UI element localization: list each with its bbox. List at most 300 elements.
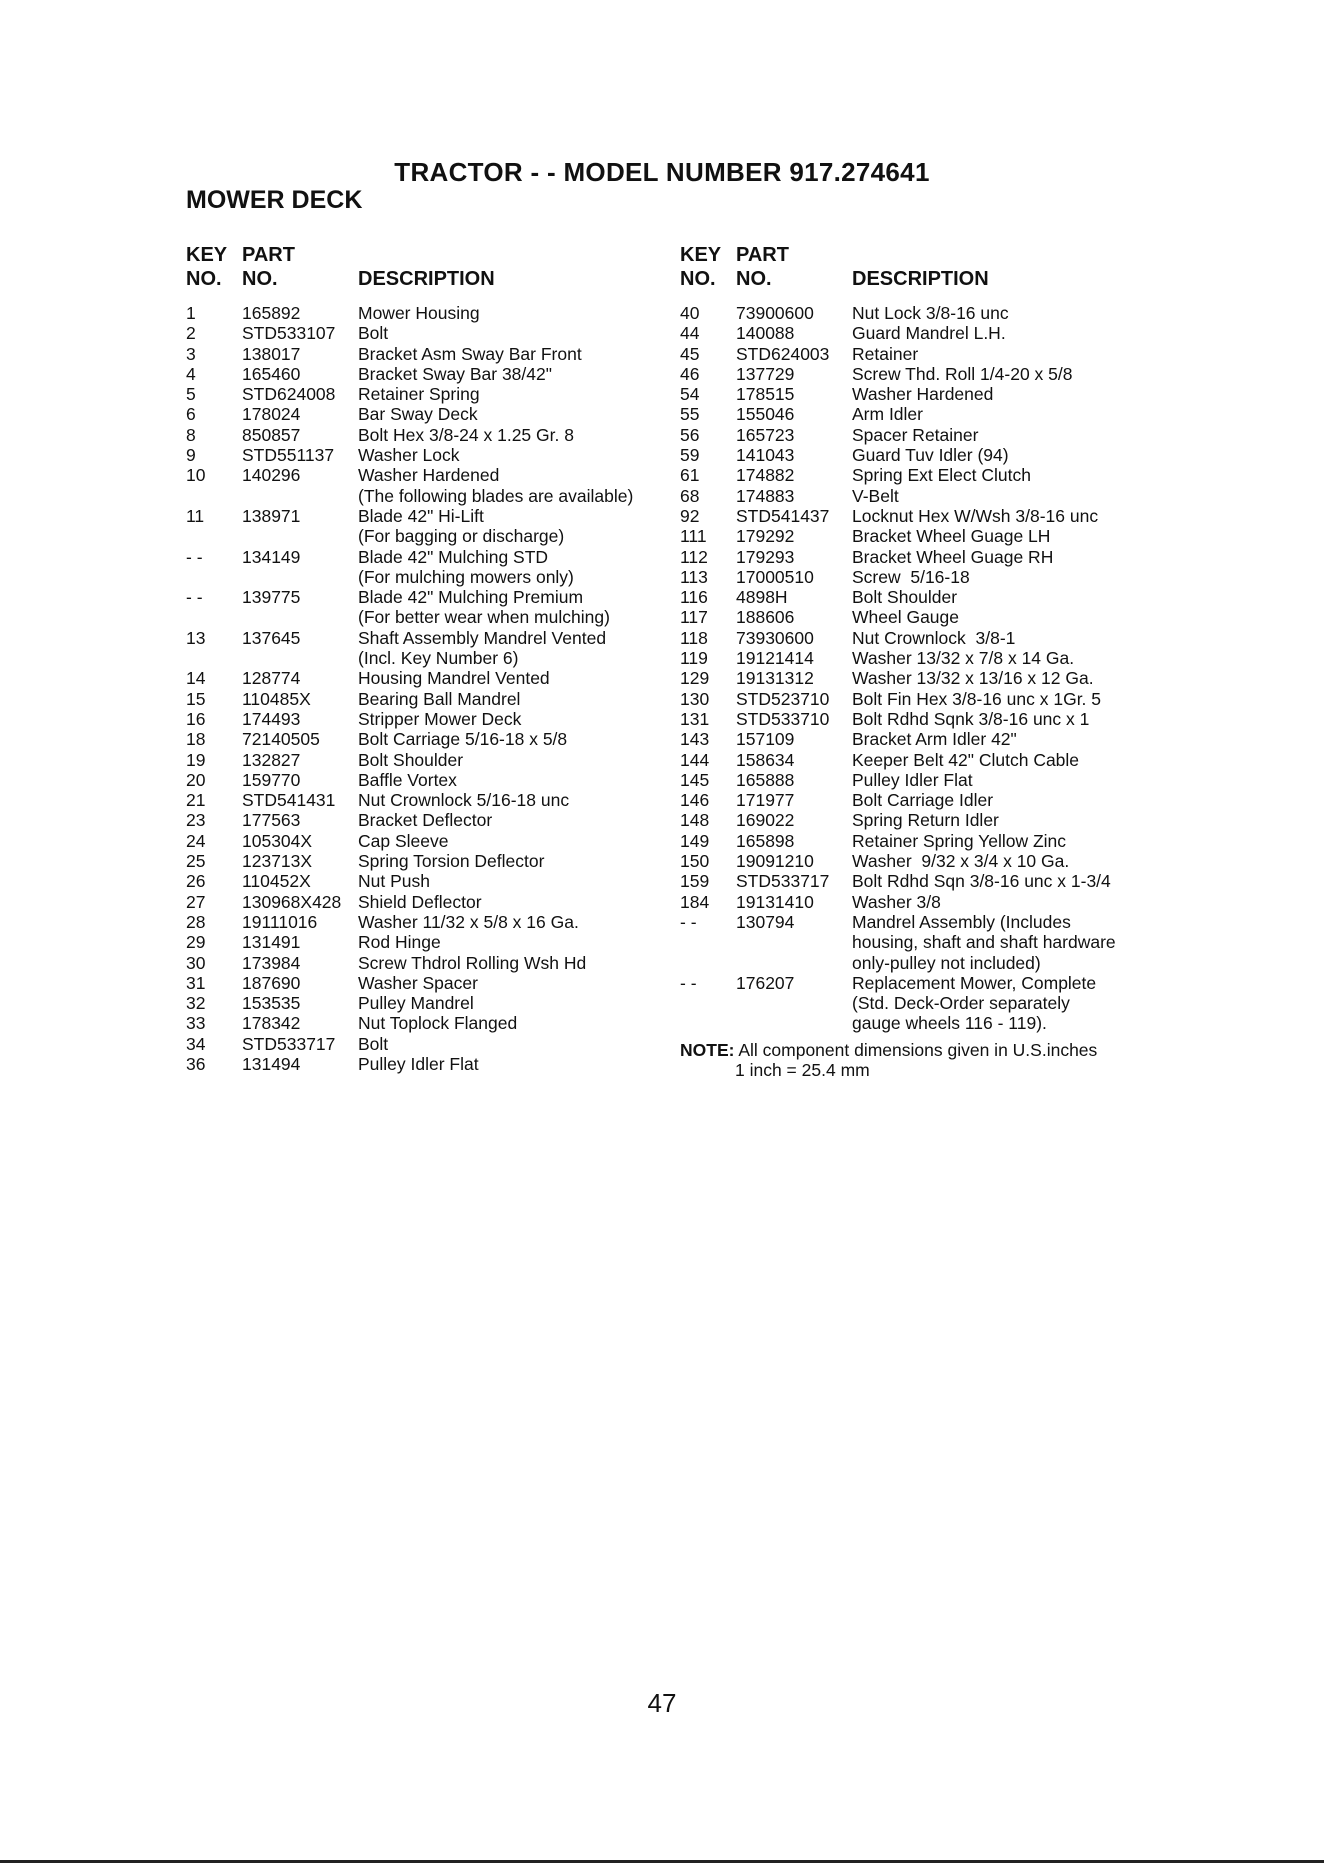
key-cell: 149 (680, 830, 710, 851)
part-no-cell: STD541431 (242, 790, 336, 811)
key-cell (680, 1013, 736, 1033)
part-no-cell: STD624008 (242, 384, 336, 405)
part-no-cell: 178342 (242, 1013, 301, 1034)
description-cell: Washer Lock (358, 445, 460, 466)
key-cell: 2 (186, 323, 196, 344)
key-cell: 56 (680, 424, 700, 445)
key-cell: 113 (680, 566, 708, 587)
page-number: 47 (647, 1688, 677, 1718)
part-no-cell: 165460 (242, 363, 301, 384)
key-cell: 129 (680, 668, 710, 689)
description-cell: Retainer (852, 343, 919, 364)
part-no-cell: STD533717 (736, 871, 830, 892)
key-cell: 144 (680, 749, 710, 770)
key-cell: - - (680, 911, 697, 932)
description-cell: Screw Thdrol Rolling Wsh Hd (358, 952, 587, 973)
table-row (186, 892, 666, 912)
description-cell: Stripper Mower Deck (358, 708, 522, 729)
description-cell: Cap Sleeve (358, 830, 449, 851)
part-no-cell: STD533710 (736, 708, 830, 729)
key-header: KEY (186, 244, 228, 266)
key-cell (186, 486, 242, 506)
table-row (186, 323, 666, 343)
table-rows-left (186, 303, 666, 1074)
key-cell: 33 (186, 1013, 206, 1034)
table-row (186, 1034, 666, 1054)
table-row (186, 607, 666, 627)
description-cell: Washer 13/32 x 7/8 x 14 Ga. (852, 648, 1075, 669)
description-cell: Bracket Asm Sway Bar Front (358, 343, 582, 364)
part-header-no: NO. (736, 268, 772, 290)
part-no-cell: 153535 (242, 993, 301, 1014)
part-no-cell: 165892 (242, 303, 301, 323)
table-row (186, 689, 666, 709)
section-heading: MOWER DECK (186, 186, 363, 214)
description-cell: Washer 13/32 x 13/16 x 12 Ga. (852, 668, 1094, 689)
description-cell: Blade 42" Hi-Lift (358, 505, 484, 526)
description-cell: (For bagging or discharge) (358, 526, 565, 547)
key-cell: 46 (680, 363, 700, 384)
parts-table-left (186, 243, 666, 1074)
description-cell: Baffle Vortex (358, 769, 457, 790)
part-no-cell: 169022 (736, 810, 795, 831)
table-row (186, 567, 666, 587)
part-no-cell (242, 607, 358, 627)
part-no-cell (736, 953, 852, 973)
description-cell: Bracket Deflector (358, 810, 493, 831)
table-row (186, 831, 666, 851)
table-row (680, 709, 1240, 729)
table-row (680, 689, 1240, 709)
key-cell: 150 (680, 851, 710, 872)
part-no-cell: 139775 (242, 587, 301, 608)
key-cell: 9 (186, 445, 196, 466)
part-no-cell: 178024 (242, 404, 301, 425)
description-cell: Washer 11/32 x 5/8 x 16 Ga. (358, 911, 579, 932)
part-no-cell: 179293 (736, 546, 795, 567)
description-cell: Washer 3/8 (852, 891, 941, 912)
key-cell: 30 (186, 952, 206, 973)
key-cell: 10 (186, 465, 206, 486)
table-row (680, 790, 1240, 810)
table-row (680, 1013, 1240, 1033)
key-cell: 27 (186, 891, 206, 912)
table-row (680, 323, 1240, 343)
table-row (186, 973, 666, 993)
key-cell: 130 (680, 688, 710, 709)
key-cell: - - (680, 972, 697, 993)
table-row (186, 851, 666, 871)
part-no-cell: STD541437 (736, 505, 830, 526)
part-no-cell: 140088 (736, 323, 795, 344)
key-cell: 8 (186, 424, 196, 445)
description-cell: Washer Hardened (358, 465, 500, 486)
description-header: DESCRIPTION (852, 268, 989, 290)
description-cell: Screw 5/16-18 (852, 566, 970, 587)
description-cell: Nut Lock 3/8-16 unc (852, 303, 1009, 323)
key-cell (186, 526, 242, 546)
part-no-cell (736, 993, 852, 1013)
part-no-cell: 137645 (242, 627, 301, 648)
table-row (680, 831, 1240, 851)
part-no-cell (736, 932, 852, 952)
table-row (186, 364, 666, 384)
table-row (680, 344, 1240, 364)
description-cell: Washer Hardened (852, 384, 994, 405)
table-row (186, 810, 666, 830)
key-cell: 31 (186, 972, 206, 993)
key-cell (680, 953, 736, 973)
key-cell: 44 (680, 323, 700, 344)
table-row (186, 953, 666, 973)
key-cell: 23 (186, 810, 206, 831)
parts-table-right (680, 243, 1240, 1080)
table-row (186, 384, 666, 404)
key-cell: 54 (680, 384, 700, 405)
key-cell: 28 (186, 911, 206, 932)
key-cell: 3 (186, 343, 196, 364)
table-row (680, 932, 1240, 952)
description-cell: Bearing Ball Mandrel (358, 688, 521, 709)
description-cell: Bolt Shoulder (852, 587, 958, 608)
key-cell: 59 (680, 445, 700, 466)
key-cell: 112 (680, 546, 708, 567)
key-cell: 68 (680, 485, 700, 506)
table-row (186, 344, 666, 364)
key-cell (186, 567, 242, 587)
table-row (186, 628, 666, 648)
table-row (186, 465, 666, 485)
part-no-cell: 4898H (736, 587, 788, 608)
key-cell: 4 (186, 363, 196, 384)
description-cell: Bolt Shoulder (358, 749, 464, 770)
description-cell: Bar Sway Deck (358, 404, 478, 425)
part-no-cell: 132827 (242, 749, 301, 770)
table-row (680, 506, 1240, 526)
table-row (680, 851, 1240, 871)
table-row (680, 892, 1240, 912)
table-row (186, 506, 666, 526)
key-cell (680, 932, 736, 952)
description-cell: Pulley Idler Flat (358, 1053, 479, 1074)
key-cell: 119 (680, 648, 708, 669)
description-cell: Bolt (358, 1033, 389, 1054)
description-cell: Housing Mandrel Vented (358, 668, 550, 689)
key-cell: 18 (186, 729, 206, 750)
key-cell: 117 (680, 607, 708, 628)
part-no-cell: 110452X (242, 871, 311, 892)
table-row (186, 668, 666, 688)
description-cell: Bolt Fin Hex 3/8-16 unc x 1Gr. 5 (852, 688, 1102, 709)
key-cell (186, 648, 242, 668)
table-row (186, 729, 666, 749)
description-cell: Nut Push (358, 871, 430, 892)
description-cell: Washer 9/32 x 3/4 x 10 Ga. (852, 851, 1070, 872)
bottom-rule (0, 1860, 1324, 1863)
table-row (680, 810, 1240, 830)
table-header (186, 243, 666, 291)
table-row (186, 404, 666, 424)
part-no-cell: 177563 (242, 810, 301, 831)
part-no-cell: 187690 (242, 972, 301, 993)
key-cell: 184 (680, 891, 710, 912)
part-no-cell: STD624003 (736, 343, 830, 364)
description-cell: Bolt Hex 3/8-24 x 1.25 Gr. 8 (358, 424, 574, 445)
description-cell: Nut Toplock Flanged (358, 1013, 518, 1034)
table-row (680, 973, 1240, 993)
description-cell: Screw Thd. Roll 1/4-20 x 5/8 (852, 363, 1073, 384)
part-no-cell: 159770 (242, 769, 301, 790)
table-row (680, 668, 1240, 688)
description-cell: Spring Return Idler (852, 810, 999, 831)
part-no-cell: 110485X (242, 688, 311, 709)
description-cell: (For mulching mowers only) (358, 566, 574, 587)
key-cell: 55 (680, 404, 700, 425)
part-no-cell: 157109 (736, 729, 795, 750)
key-cell: 143 (680, 729, 710, 750)
table-row (680, 871, 1240, 891)
part-no-cell: 19131410 (736, 891, 814, 912)
part-no-cell: 138971 (242, 505, 301, 526)
description-cell: gauge wheels 116 - 119). (852, 1013, 1047, 1034)
description-cell: Keeper Belt 42" Clutch Cable (852, 749, 1080, 770)
description-cell: Pulley Mandrel (358, 993, 474, 1014)
table-row (680, 567, 1240, 587)
key-header-no: NO. (680, 268, 716, 290)
part-no-cell: 158634 (736, 749, 795, 770)
key-cell: 16 (186, 708, 206, 729)
table-row (680, 993, 1240, 1013)
table-row (186, 1054, 666, 1074)
key-cell: 40 (680, 303, 700, 323)
part-no-cell: 165723 (736, 424, 795, 445)
key-cell: 92 (680, 505, 700, 526)
table-row (680, 526, 1240, 546)
description-cell: Pulley Idler Flat (852, 769, 973, 790)
part-no-cell: 73900600 (736, 303, 814, 323)
table-row (680, 404, 1240, 424)
table-row (186, 790, 666, 810)
key-cell: 118 (680, 627, 708, 648)
description-cell: (The following blades are available) (358, 485, 634, 506)
description-cell: (For better wear when mulching) (358, 607, 610, 628)
key-cell: 34 (186, 1033, 206, 1054)
part-no-cell: 131491 (242, 932, 301, 953)
part-no-cell (242, 526, 358, 546)
key-cell: 159 (680, 871, 710, 892)
note-label: NOTE: (680, 1039, 735, 1060)
part-no-cell (242, 486, 358, 506)
description-cell: Nut Crownlock 5/16-18 unc (358, 790, 570, 811)
table-row (186, 303, 666, 323)
table-row (680, 364, 1240, 384)
part-no-cell: 173984 (242, 952, 301, 973)
part-no-cell (736, 1013, 852, 1033)
key-cell: 5 (186, 384, 196, 405)
part-no-cell (242, 567, 358, 587)
key-cell: 148 (680, 810, 710, 831)
key-cell (680, 993, 736, 1013)
part-no-cell: 178515 (736, 384, 795, 405)
note-conversion: 1 inch = 25.4 mm (735, 1059, 870, 1080)
table-row (680, 384, 1240, 404)
description-cell: Bolt (358, 323, 389, 344)
table-row (680, 486, 1240, 506)
key-cell (186, 607, 242, 627)
description-cell: Bolt Carriage 5/16-18 x 5/8 (358, 729, 568, 750)
description-cell: Bracket Wheel Guage RH (852, 546, 1054, 567)
key-cell: 19 (186, 749, 206, 770)
key-cell: 145 (680, 769, 710, 790)
description-cell: Guard Mandrel L.H. (852, 323, 1006, 344)
part-no-cell: 140296 (242, 465, 301, 486)
description-cell: Mandrel Assembly (Includes (852, 911, 1071, 932)
table-row (186, 770, 666, 790)
part-no-cell: 176207 (736, 972, 795, 993)
part-no-cell: 19111016 (242, 911, 318, 932)
description-cell: Wheel Gauge (852, 607, 960, 628)
part-no-cell: STD551137 (242, 445, 335, 466)
part-no-cell: 128774 (242, 668, 301, 689)
description-cell: Spring Torsion Deflector (358, 851, 545, 872)
key-cell: 1 (186, 303, 196, 323)
key-header: KEY (680, 244, 722, 266)
key-header-no: NO. (186, 268, 222, 290)
description-cell: Spacer Retainer (852, 424, 979, 445)
table-header (680, 243, 1240, 291)
key-cell: 26 (186, 871, 206, 892)
part-no-cell: 123713X (242, 851, 313, 872)
key-cell: 11 (186, 505, 205, 526)
table-row (186, 587, 666, 607)
description-cell: Shield Deflector (358, 891, 482, 912)
description-cell: Washer Spacer (358, 972, 478, 993)
description-cell: Locknut Hex W/Wsh 3/8-16 unc (852, 505, 1099, 526)
key-cell: 20 (186, 769, 206, 790)
part-no-cell: 174883 (736, 485, 795, 506)
part-no-cell: STD523710 (736, 688, 830, 709)
table-row (680, 465, 1240, 485)
note-text: All component dimensions given in U.S.inches (734, 1039, 1098, 1060)
table-row (680, 607, 1240, 627)
part-header-no: NO. (242, 268, 278, 290)
part-no-cell: STD533717 (242, 1033, 336, 1054)
part-no-cell: 141043 (736, 445, 795, 466)
part-header: PART (242, 244, 295, 266)
key-cell: 25 (186, 851, 206, 872)
table-row (680, 770, 1240, 790)
description-header: DESCRIPTION (358, 268, 495, 290)
table-row (680, 750, 1240, 770)
part-no-cell: 73930600 (736, 627, 814, 648)
key-cell: 14 (186, 668, 206, 689)
part-header: PART (736, 244, 789, 266)
note (680, 1040, 1240, 1081)
key-cell: 21 (186, 790, 206, 811)
part-no-cell: 134149 (242, 546, 301, 567)
description-cell: Bolt Rdhd Sqn 3/8-16 unc x 1-3/4 (852, 871, 1111, 892)
description-cell: Arm Idler (852, 404, 923, 425)
key-cell: 29 (186, 932, 206, 953)
table-rows-right (680, 303, 1240, 1034)
description-cell: Bracket Wheel Guage LH (852, 526, 1051, 547)
key-cell: 146 (680, 790, 710, 811)
part-no-cell (242, 648, 358, 668)
table-row (186, 648, 666, 668)
part-no-cell: 130968X428 (242, 891, 342, 912)
part-no-cell: 130794 (736, 911, 795, 932)
part-no-cell: STD533107 (242, 323, 336, 344)
description-cell: housing, shaft and shaft hardware (852, 932, 1116, 953)
part-no-cell: 131494 (242, 1053, 301, 1074)
key-cell: - - (186, 587, 203, 608)
description-cell: only-pulley not included) (852, 952, 1041, 973)
table-row (186, 871, 666, 891)
table-row (186, 912, 666, 932)
table-row (680, 648, 1240, 668)
key-cell: 45 (680, 343, 700, 364)
table-row (186, 526, 666, 546)
table-row (680, 729, 1240, 749)
key-cell: 111 (680, 526, 707, 547)
table-row (186, 1013, 666, 1033)
description-cell: Spring Ext Elect Clutch (852, 465, 1031, 486)
table-row (680, 547, 1240, 567)
part-no-cell: 174493 (242, 708, 301, 729)
key-cell: 24 (186, 830, 206, 851)
key-cell: - - (186, 546, 203, 567)
table-row (680, 628, 1240, 648)
description-cell: (Incl. Key Number 6) (358, 648, 519, 669)
table-row (186, 932, 666, 952)
key-cell: 6 (186, 404, 196, 425)
description-cell: Replacement Mower, Complete (852, 972, 1097, 993)
table-row (680, 953, 1240, 973)
table-row (186, 993, 666, 1013)
key-cell: 13 (186, 627, 206, 648)
description-cell: Bolt Rdhd Sqnk 3/8-16 unc x 1 (852, 708, 1090, 729)
description-cell: Bolt Carriage Idler (852, 790, 994, 811)
part-no-cell: 138017 (242, 343, 301, 364)
description-cell: Bracket Sway Bar 38/42" (358, 363, 552, 384)
description-cell: Blade 42" Mulching Premium (358, 587, 584, 608)
part-no-cell: 19131312 (736, 668, 814, 689)
table-row (680, 587, 1240, 607)
part-no-cell: 72140505 (242, 729, 320, 750)
part-no-cell: 850857 (242, 424, 301, 445)
part-no-cell: 188606 (736, 607, 795, 628)
description-cell: Blade 42" Mulching STD (358, 546, 549, 567)
key-cell: 116 (680, 587, 708, 608)
table-row (680, 912, 1240, 932)
key-cell: 61 (680, 465, 700, 486)
part-no-cell: 137729 (736, 363, 795, 384)
description-cell: Bracket Arm Idler 42" (852, 729, 1017, 750)
part-no-cell: 105304X (242, 830, 313, 851)
key-cell: 32 (186, 993, 206, 1014)
part-no-cell: 165898 (736, 830, 795, 851)
table-row (680, 425, 1240, 445)
part-no-cell: 155046 (736, 404, 795, 425)
description-cell: Nut Crownlock 3/8-1 (852, 627, 1016, 648)
key-cell: 131 (680, 708, 710, 729)
description-cell: Retainer Spring (358, 384, 480, 405)
description-cell: Retainer Spring Yellow Zinc (852, 830, 1067, 851)
part-no-cell: 17000510 (736, 566, 814, 587)
table-row (186, 547, 666, 567)
description-cell: Rod Hinge (358, 932, 441, 953)
part-no-cell: 171977 (736, 790, 795, 811)
